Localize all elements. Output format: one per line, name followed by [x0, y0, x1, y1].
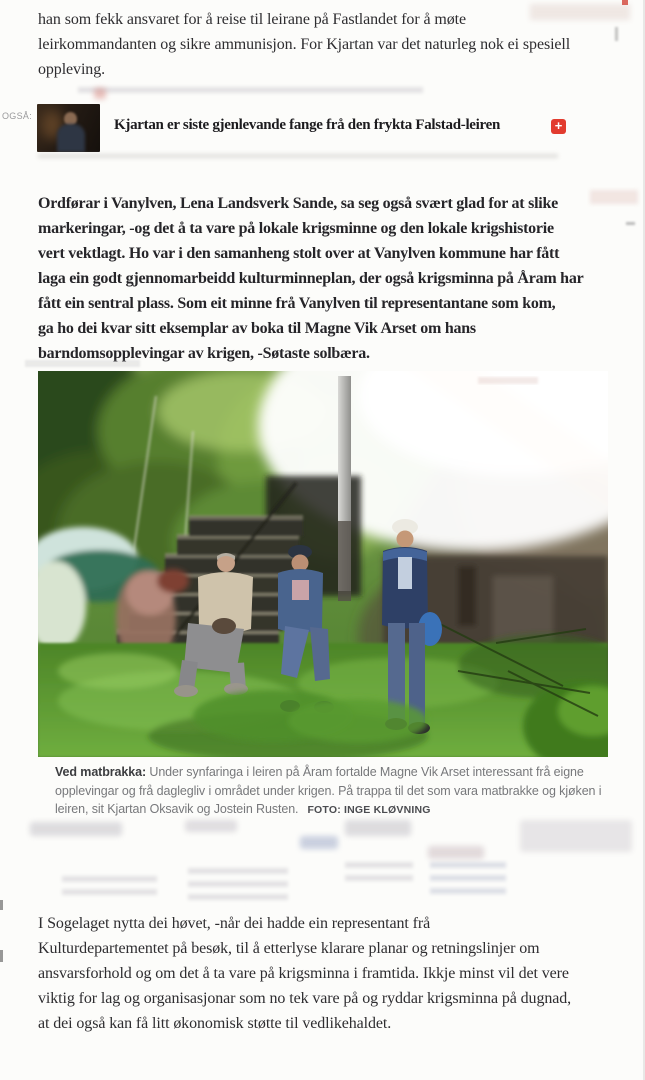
scan-dash	[0, 950, 3, 962]
caption-text: Under synfaringa i leiren på Åram fortalde Magne Vik Arset interessant frå eigne	[146, 765, 584, 779]
caption-text: leiren, sit Kjartan Oksavik og Jostein Rusten.	[55, 802, 299, 816]
paragraph-line: fått ein sentral plass. Som eit minne frå Vanylven til representantane som kom,	[38, 295, 556, 312]
intro-paragraph	[38, 7, 570, 82]
paragraph-line: at dei også kan få litt økonomisk støtte til vedlikehaldet.	[38, 1015, 392, 1032]
caption-line: opplevingar og frå daglegliv i området under krigen. På trappa til det som vara matbrakke og kjøken i	[55, 783, 602, 798]
paragraph-line: markeringar, -og det å ta vare på lokale krigsminne og den lokale krigshistorie	[38, 220, 554, 237]
plus-icon: +	[551, 119, 566, 134]
paragraph-line: laga ein godt gjennomarbeidd kulturminneplan, der også krigsminna på Åram har	[38, 270, 584, 287]
bleed-through-blob	[300, 836, 338, 849]
article-photo	[38, 371, 608, 757]
related-article-headline: Kjartan er siste gjenlevande fange frå den frykta Falstad-leiren	[114, 117, 501, 133]
scan-red-mark	[622, 0, 628, 5]
photo-pole	[338, 376, 351, 601]
photo-watermark-smudge	[478, 377, 538, 384]
bleed-through-blob	[345, 820, 411, 836]
related-kicker-label: OGSÅ:	[2, 111, 33, 121]
bleed-through-column	[188, 868, 288, 907]
scan-dash	[0, 900, 3, 910]
bleed-through-blob	[428, 846, 484, 859]
related-divider-smudge	[38, 154, 558, 158]
paragraph-line: vert vektlagt. Ho var i den samanheng stolt over at Vanylven kommune har fått	[38, 245, 560, 262]
caption-line	[55, 763, 601, 782]
bleed-through-blob	[30, 822, 122, 836]
photo-credit: FOTO: INGE KLØVNING	[307, 804, 431, 816]
photo-caption	[55, 763, 601, 819]
caption-lead: Ved matbrakka:	[55, 765, 147, 779]
scan-dash	[615, 27, 618, 41]
caption-line	[55, 800, 601, 819]
scan-smudge	[590, 190, 638, 204]
bleed-through-blob	[185, 820, 237, 832]
paragraph-line: han som fekk ansvaret for å reise til leirane på Fastlandet for å møte	[38, 11, 466, 28]
paragraph-line: leirkommandanten og sikre ammunisjon. For Kjartan var det naturleg nok ei spesiell	[38, 36, 571, 53]
bleed-through-column	[430, 862, 506, 901]
bleed-through-blob	[520, 820, 632, 852]
paragraph-line: oppleving.	[38, 61, 105, 78]
thumbnail-person-body	[57, 124, 85, 152]
paragraph-line: Ordførar i Vanylven, Lena Landsverk Sande, sa seg også svært glad for at slike	[38, 195, 558, 212]
related-thumbnail-image	[37, 104, 100, 152]
scan-dash	[626, 222, 635, 225]
paragraph-line: ansvarsforhold og om det å ta vare på krigsminna i framtida. Ikkje minst vil det vere	[38, 965, 569, 982]
bleed-through-column	[62, 876, 157, 902]
paragraph-line: viktig for lag og organisasjonar som no tek vare på og ryddar krigsminna på dugnad,	[38, 990, 572, 1007]
paragraph-line: I Sogelaget nytta dei høvet, -når dei hadde ein representant frå	[38, 915, 431, 932]
bleed-through-red-mark	[94, 88, 106, 99]
paragraph-line: Kulturdepartementet på besøk, til å etterlyse klarare planar og retningslinjer om	[38, 940, 540, 957]
paragraph-line: ga ho dei kvar sitt eksemplar av boka til Magne Vik Arset om hans	[38, 320, 476, 337]
bleed-through-column	[345, 862, 413, 888]
mayor-paragraph	[38, 191, 583, 366]
article-photo-svg	[38, 371, 608, 757]
paragraph-line: barndomsopplevingar av krigen, -Søtaste solbæra.	[38, 345, 370, 362]
bleed-through-text-line	[78, 87, 423, 99]
closing-paragraph	[38, 911, 571, 1036]
